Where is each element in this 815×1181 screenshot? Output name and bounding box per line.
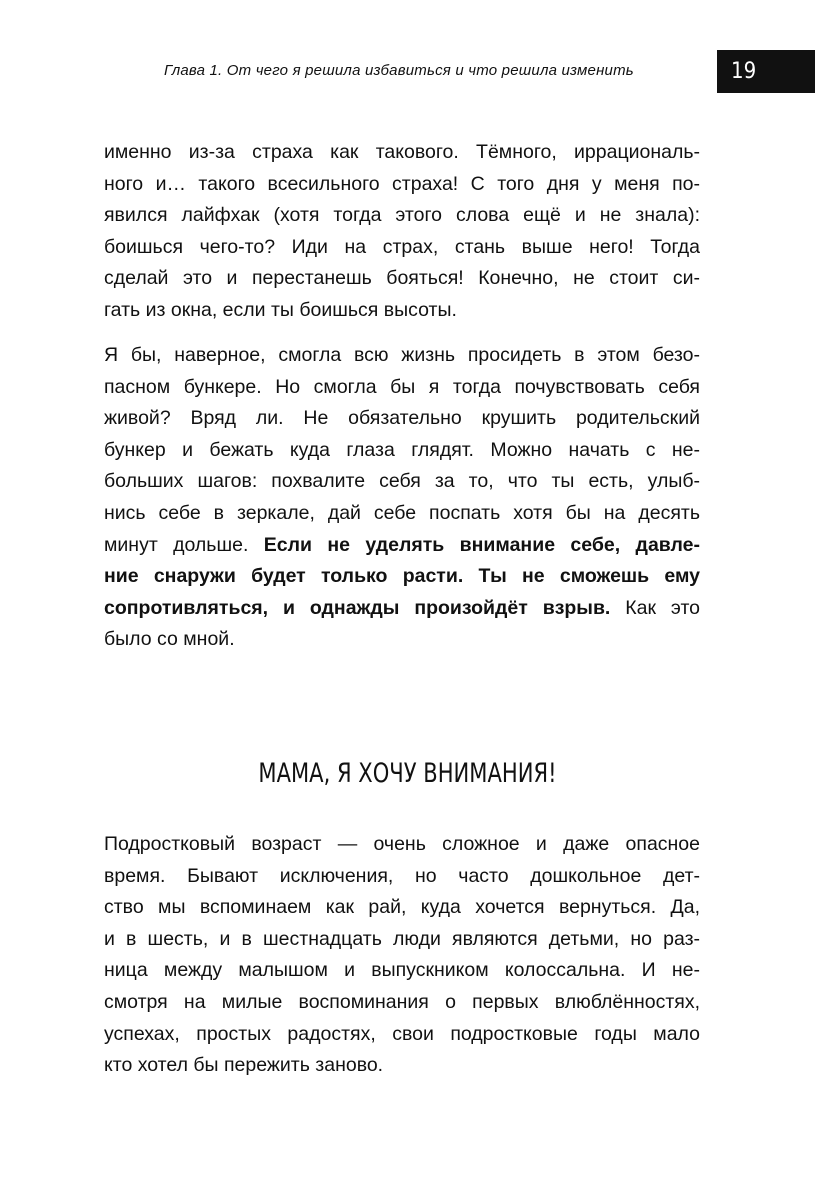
text-line-bold [104,561,700,593]
text-line: успехах, простых радостях, свои подростковые годы мало [104,1022,700,1045]
paragraph-3 [104,829,700,1082]
text-line-mixed [104,530,700,562]
text-emphasis: сопротивляться, и однажды произойдёт взрыв. [104,596,611,619]
text-line: сделай это и перестанешь бояться! Конечно, не стоит си- [104,267,700,290]
text-line: нись себе в зеркале, дай себе поспать хотя бы на десять [104,501,700,524]
text-line: ница между малышом и выпускником колоссальна. И не- [104,959,700,982]
text-line: смотря на милые воспоминания о первых влюблённостях, [104,990,700,1013]
running-header: Глава 1. От чего я решила избавиться и что решила изменить [164,62,634,79]
text-line-mixed [104,593,700,625]
page-number: 19 [717,50,815,93]
text-line: Я бы, наверное, смогла всю жизнь просидеть в этом безо- [104,344,700,366]
section-heading: МАМА, Я ХОЧУ ВНИМАНИЯ! [258,758,557,789]
text-line: кто хотел бы пережить заново. [104,1054,384,1077]
text-line: именно из-за страха как такового. Тёмного, иррациональ- [104,141,700,163]
text-line: бункер и бежать куда глаза глядят. Можно начать с не- [104,438,700,461]
text-line: пасном бункере. Но смогла бы я тогда почувствовать себя [104,375,700,398]
text-plain: Как это [610,596,700,619]
text-emphasis: ние снаружи будет только расти. Ты не сможешь ему [104,565,700,588]
text-line: и в шесть, и в шестнадцать люди являются детьми, но раз- [104,927,700,950]
text-line: Подростковый возраст — очень сложное и даже опасное [104,833,700,855]
text-line: явился лайфхак (хотя тогда этого слова ещё и не знала): [104,204,700,227]
paragraph-1 [104,137,700,327]
text-emphasis: Если не уделять внимание себе, давле- [263,533,700,556]
text-line: живой? Вряд ли. Не обязательно крушить родительский [104,407,700,430]
paragraph-2 [104,340,700,656]
text-line: больших шагов: похвалите себя за то, что ты есть, улыб- [104,470,700,493]
text-line: время. Бывают исключения, но часто дошкольное дет- [104,864,700,887]
text-line: гать из окна, если ты боишься высоты. [104,298,457,321]
text-line: ство мы вспоминаем как рай, куда хочется вернуться. Да, [104,896,700,919]
text-plain: минут дольше. [104,533,264,556]
text-line: боишься чего-то? Иди на страх, стань выше него! Тогда [104,235,700,258]
text-line: было со мной. [104,628,235,651]
text-line: ного и… такого всесильного страха! С того дня у меня по- [104,172,700,195]
